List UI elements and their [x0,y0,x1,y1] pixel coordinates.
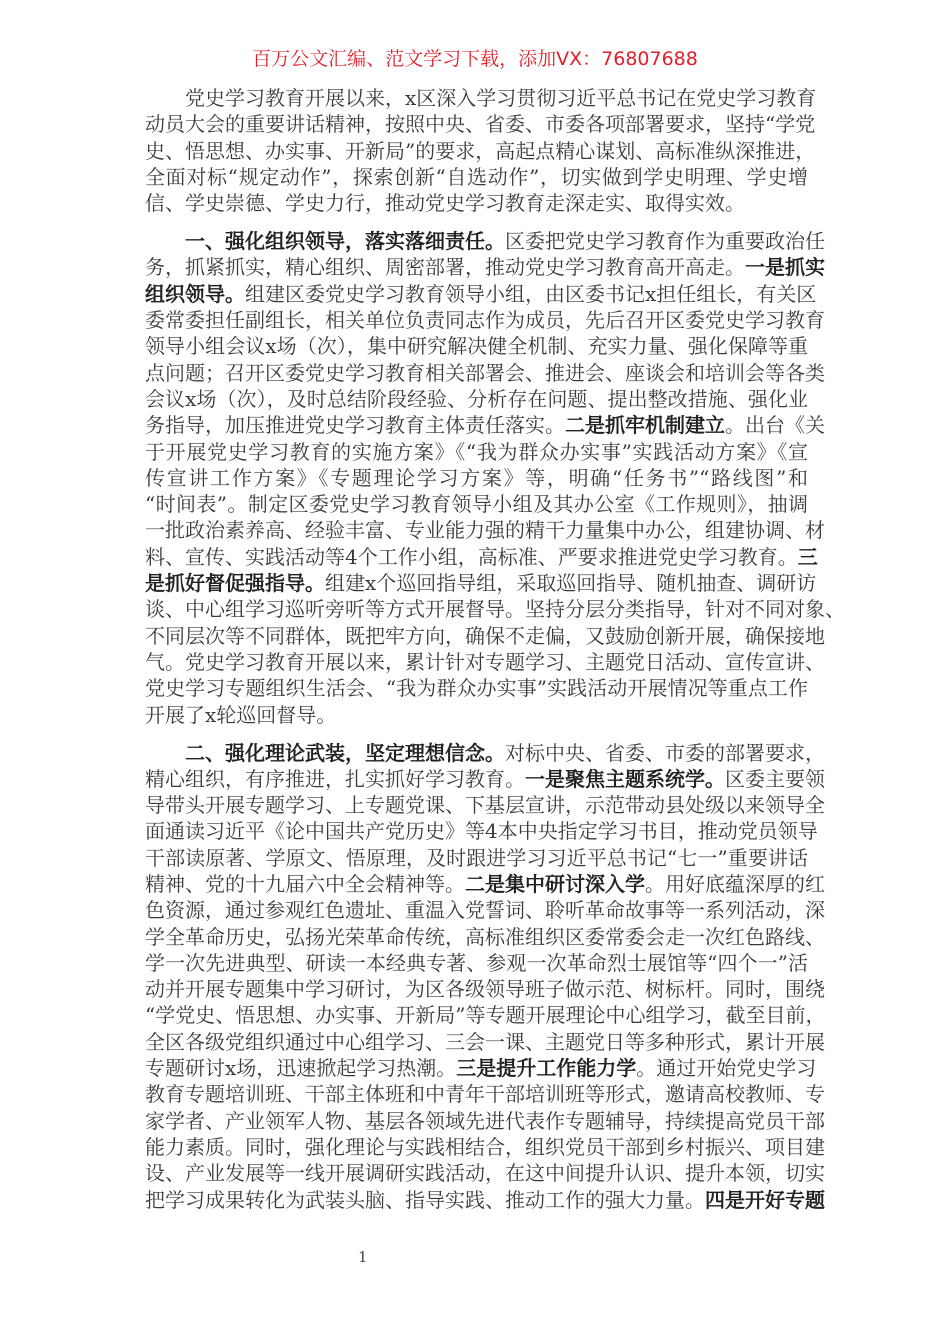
text-line [145,649,825,675]
bold-heading-text: 四是开好专题 [705,1187,825,1212]
bold-heading-text: 一是抓实 [745,255,825,280]
body-text: 。用好底蕴深厚的红 [645,871,825,896]
text-line [145,702,808,728]
body-text: 对标中央、省委、市委的部署要求， [505,740,825,765]
watermark-banner: 百万公文汇编、范文学习下载，添加VX：76807688 [252,48,698,70]
body-text: 不同层次等不同群体，既把牢方向，确保不走偏，又鼓励创新开展，确保接地 [145,623,825,648]
bold-heading-text: 二是集中研讨深入学 [465,871,645,896]
body-text: 信、学史崇德、学史力行，推动党史学习教育走深走实、取得实效。 [145,191,745,216]
body-text: 开展了x轮巡回督导。 [145,702,337,727]
text-line [145,740,825,766]
bold-heading-text: 二是抓牢机制建立 [565,413,725,438]
text-line [145,1187,825,1213]
text-line [145,465,808,491]
text-line [145,950,808,976]
body-text: 于开展党史学习教育的实施方案》《“我为群众办实事”实践活动方案》《宣 [145,439,808,464]
body-text: 精神、党的十九届六中全会精神等。 [145,871,465,896]
document-body [145,85,845,1225]
body-text: 务，抓紧抓实，精心组织、周密部署，推动党史学习教育高开高走。 [145,255,745,280]
text-line [145,254,825,280]
text-line [145,1134,825,1160]
text-line [145,517,825,543]
body-text: 学一次先进典型、研读一本经典专著、参观一次革命烈士展馆等“四个一”活 [145,950,808,975]
text-line [145,623,825,649]
body-text: 组建x个巡回指导组，采取巡回指导、随机抽查、调研访 [325,571,817,596]
text-line [145,845,808,871]
body-text: 能力素质。同时，强化理论与实践相结合，组织党员干部到乡村振兴、项目建 [145,1134,825,1159]
text-line [145,897,825,923]
text-line [145,333,808,359]
body-text: 学全革命历史，弘扬光荣革命传统，高标准组织区委常委会走一次红色路线、 [145,924,825,949]
bold-heading-text: 组织领导。 [145,281,245,306]
body-text: 。通过开始党史学习 [636,1056,817,1081]
text-line [145,976,825,1002]
body-text: 导带头开展专题学习、上专题党课、下基层宣讲，示范带动县处级以来领导全 [145,793,825,818]
text-line [145,818,818,844]
body-text: 一批政治素养高、经验丰富、专业能力强的精干力量集中办公，组建协调、材 [145,518,825,543]
text-line [145,111,816,137]
text-line [145,307,825,333]
body-text: 委常委担任副组长，相关单位负责同志作为成员，先后召开区委党史学习教育 [145,308,825,333]
bold-heading-text: 三 [797,544,818,569]
body-text: 面通读习近平《论中国共产党历史》等4本中央指定学习书目，推动党员领导 [145,819,818,844]
body-text: 区委主要领 [725,766,825,791]
bold-heading-text: 一是聚焦主题系统学。 [525,766,725,791]
paragraph [145,740,826,1213]
text-line [145,596,845,622]
paragraph [145,228,845,728]
body-text: “时间表”。制定区委党史学习教育领导小组及其办公室《工作规则》，抽调 [145,492,808,517]
text-line [145,164,808,190]
body-text: 务指导，加压推进党史学习教育主体责任落实。 [145,413,565,438]
bold-heading-text: 三是提升工作能力学 [456,1056,637,1081]
bold-heading-text: 是抓好督促强指导。 [145,571,325,596]
text-line [145,190,808,216]
body-text: 全面对标“规定动作”，探索创新“自选动作”，切实做到学史明理、学史增 [145,164,808,189]
text-line [145,924,825,950]
text-line [145,1055,817,1081]
text-line [145,1108,825,1134]
body-text: 会议x场（次），及时总结阶段经验、分析存在问题、提出整改措施、强化业 [145,386,808,411]
body-text: 传宣讲工作方案》《专题理论学习方案》等，明确“任务书”“路线图”和 [145,465,808,490]
text-line [145,871,825,897]
text-line [145,675,808,701]
text-line [145,766,825,792]
body-text: 专题研讨x场，迅速掀起学习热潮。 [145,1056,457,1081]
body-text: 精心组织，有序推进，扎实抓好学习教育。 [145,766,525,791]
body-text: 把学习成果转化为武装头脑、指导实践、推动工作的强大力量。 [145,1187,705,1212]
text-line [145,1160,825,1186]
body-text: 料、宣传、实践活动等4个工作小组，高标准、严要求推进党史学习教育。 [145,544,798,569]
text-line [145,228,825,254]
text-line [145,85,817,111]
body-text: 谈、中心组学习巡听旁听等方式开展督导。坚持分层分类指导，针对不同对象、 [145,597,845,622]
text-line [145,1029,825,1055]
body-text: 家学者、产业领军人物、基层各领域先进代表作专题辅导，持续提高党员干部 [145,1108,825,1133]
bold-heading-text: 二、强化理论武装，坚定理想信念。 [185,740,505,765]
text-line [145,570,817,596]
body-text: 气。党史学习教育开展以来，累计针对专题学习、主题党日活动、宣传宣讲、 [145,649,825,674]
body-text: 全区各级党组织通过中心组学习、三会一课、主题党日等多种形式，累计开展 [145,1029,825,1054]
text-line [145,544,818,570]
body-text: 动并开展专题集中学习研讨，为区各级领导班子做示范、树标杆。同时，围绕 [145,977,825,1002]
text-line [145,360,825,386]
body-text: 党史学习教育开展以来，x区深入学习贯彻习近平总书记在党史学习教育 [185,86,817,110]
text-line [145,412,825,438]
text-line [145,386,808,412]
text-line [145,439,808,465]
page-number: 1 [358,1248,368,1266]
body-text: 党史学习专题组织生活会、“我为群众办实事”实践活动开展情况等重点工作 [145,676,808,701]
body-text: 教育专题培训班、干部主体班和中青年干部培训班等形式，邀请高校教师、专 [145,1082,825,1107]
body-text: 干部读原著、学原文、悟原理，及时跟进学习习近平总书记“七一”重要讲话 [145,845,808,870]
body-text: 史、悟思想、办实事、开新局”的要求，高起点精心谋划、高标准纵深推进， [145,138,816,163]
body-text: “学党史、悟思想、办实事、开新局”等专题开展理论中心组学习，截至目前， [145,1003,826,1028]
body-text: 动员大会的重要讲话精神，按照中央、省委、市委各项部署要求，坚持“学党 [145,112,816,137]
body-text: 色资源，通过参观红色遗址、重温入党誓词、聆听革命故事等一系列活动，深 [145,898,825,923]
body-text: 点问题；召开区委党史学习教育相关部署会、推进会、座谈会和培训会等各类 [145,360,825,385]
body-text: 设、产业发展等一线开展调研实践活动，在这中间提升认识、提升本领，切实 [145,1161,825,1186]
body-text: 。出台《关 [725,413,825,438]
text-line [145,1081,825,1107]
paragraph [145,85,817,216]
text-line [145,138,816,164]
text-line [145,792,825,818]
body-text: 组建区委党史学习教育领导小组，由区委书记x担任组长，有关区 [245,281,817,306]
text-line [145,281,817,307]
text-line [145,1002,826,1028]
body-text: 领导小组会议x场（次），集中研究解决健全机制、充实力量、强化保障等重 [145,334,808,359]
text-line [145,491,808,517]
bold-heading-text: 一、强化组织领导，落实落细责任。 [185,229,505,254]
body-text: 区委把党史学习教育作为重要政治任 [505,229,825,254]
